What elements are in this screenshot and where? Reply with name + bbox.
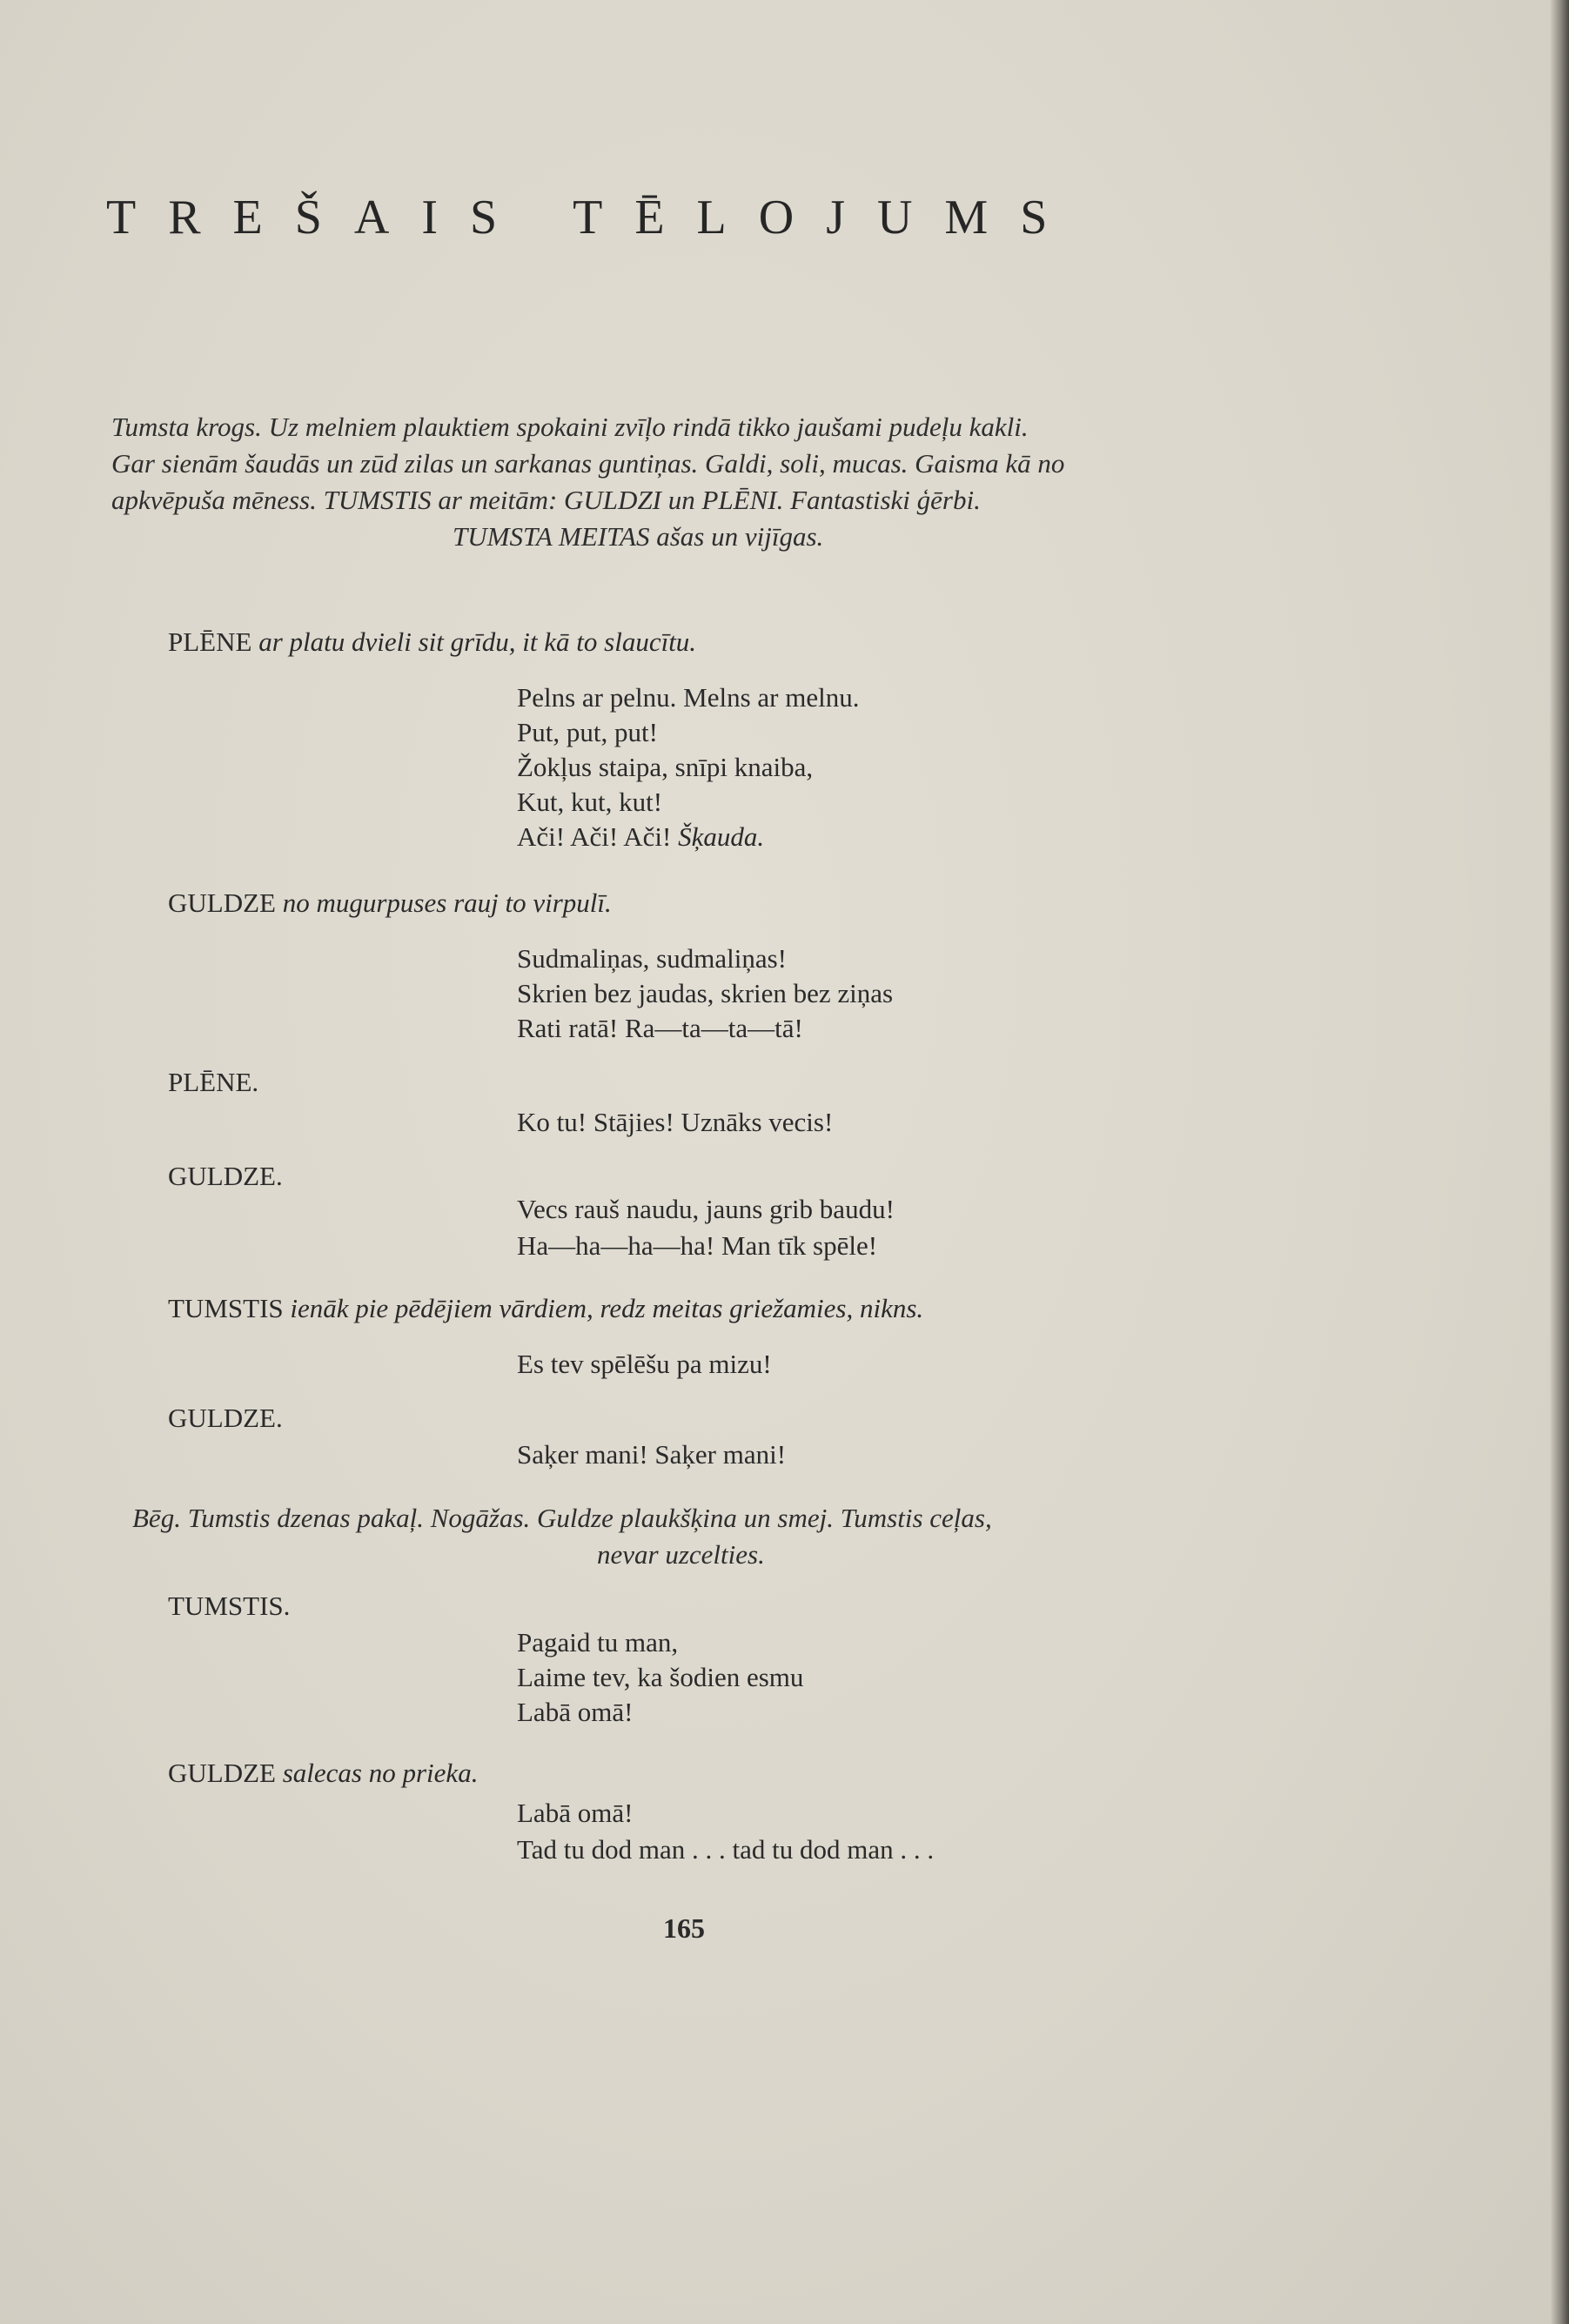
speaker-name: GULDZE	[168, 1758, 276, 1788]
verse-line: Pagaid tu man,	[517, 1627, 679, 1658]
verse-line: Rati ratā! Ra—ta—ta—tā!	[517, 1013, 803, 1043]
verse-line: Ha—ha—ha—ha! Man tīk spēle!	[517, 1230, 878, 1261]
verse-line: Pelns ar pelnu. Melns ar melnu.	[517, 682, 860, 713]
verse-line: Skrien bez jaudas, skrien bez ziņas	[517, 978, 894, 1008]
verse-line: Laime tev, ka šodien esmu	[517, 1662, 804, 1692]
verse-line: Tad tu dod man . . . tad tu dod man . . .	[517, 1834, 935, 1865]
intro-line-2: Gar sienām šaudās un zūd zilas un sarkanas guntiņas. Galdi, soli, mucas. Gaisma kā no	[111, 448, 1065, 479]
stage-direction: ienāk pie pēdējiem vārdiem, redz meitas griežamies, nikns.	[290, 1293, 924, 1323]
speaker-name: GULDZE	[168, 887, 276, 918]
intro-line-4: TUMSTA MEITAS ašas un vijīgas.	[453, 521, 824, 552]
speaker-name: TUMSTIS	[168, 1293, 284, 1323]
verse-line: Labā omā!	[517, 1697, 634, 1727]
speaker-line-plene-1	[168, 626, 696, 658]
verse-line: Kut, kut, kut!	[517, 787, 663, 817]
verse-line: Es tev spēlēšu pa mizu!	[517, 1349, 772, 1379]
speaker-name: PLĒNE	[168, 626, 252, 657]
verse-text: Ači! Ači! Ači!	[517, 821, 672, 852]
verse-line	[517, 820, 764, 854]
verse-line: Labā omā!	[517, 1798, 634, 1828]
stage-direction: salecas no prieka.	[282, 1758, 479, 1788]
speaker-name: TUMSTIS.	[168, 1591, 291, 1621]
speaker-line-guldze-1	[168, 887, 612, 919]
page-number: 165	[663, 1912, 705, 1944]
verse-line: Saķer mani! Saķer mani!	[517, 1439, 787, 1470]
verse-line: Put, put, put!	[517, 717, 658, 747]
stage-direction: Šķauda.	[678, 821, 765, 852]
intro-line-3: apkvēpuša mēness. TUMSTIS ar meitām: GULDZI un PLĒNI. Fantastiski ģērbi.	[111, 485, 981, 515]
page-title: TREŠAIS TĒLOJUMS	[106, 191, 1080, 244]
stage-direction: no mugurpuses rauj to virpulī.	[282, 887, 612, 918]
verse-line: Sudmaliņas, sudmaliņas!	[517, 943, 787, 974]
speaker-name: GULDZE.	[168, 1161, 283, 1191]
intro-line-1: Tumsta krogs. Uz melniem plauktiem spokaini zvīļo rindā tikko jaušami pudeļu kakli.	[111, 412, 1029, 442]
speaker-line-tumstis-1	[168, 1293, 923, 1324]
verse-line: Ko tu! Stājies! Uznāks vecis!	[517, 1107, 834, 1137]
verse-line: Vecs rauš naudu, jauns grib baudu!	[517, 1194, 895, 1224]
stage-direction-line-2: nevar uzcelties.	[597, 1539, 765, 1570]
stage-direction-line-1: Bēg. Tumstis dzenas pakaļ. Nogāžas. Guldze plaukšķina un smej. Tumstis ceļas,	[132, 1503, 992, 1533]
stage-direction: ar platu dvieli sit grīdu, it kā to slaucītu.	[258, 626, 697, 657]
speaker-name: PLĒNE.	[168, 1067, 259, 1097]
speaker-name: GULDZE.	[168, 1403, 283, 1433]
verse-line: Žokļus staipa, snīpi knaiba,	[517, 752, 814, 782]
page-edge-shadow	[1550, 0, 1569, 2324]
speaker-line-guldze-2	[168, 1758, 478, 1789]
